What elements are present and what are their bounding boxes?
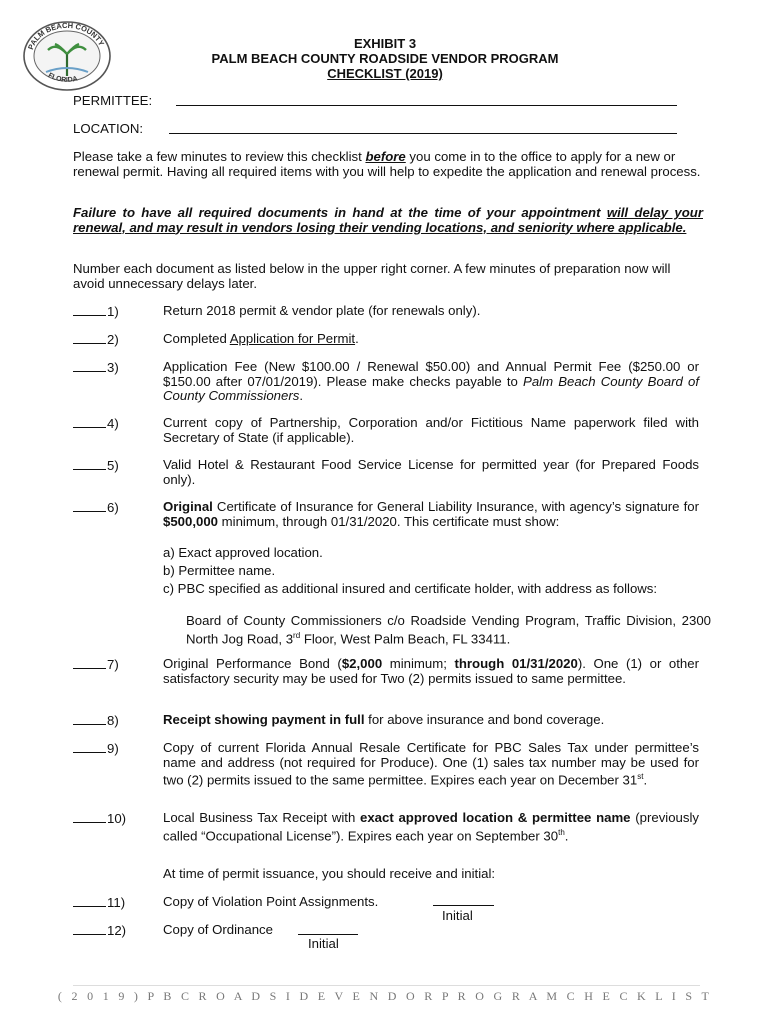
item-3-text-c: . — [299, 388, 303, 403]
item-10-text-c: (previously called “Occupational License”). Expires each year on September 30 — [163, 810, 699, 843]
item-6-address-sup: rd — [293, 630, 301, 640]
checklist-title — [150, 66, 620, 81]
item-9-checkbox-line[interactable] — [73, 741, 106, 753]
item-12-index: 12) — [107, 923, 127, 938]
item-11-number — [73, 895, 143, 911]
item-8-text — [163, 713, 699, 728]
item-2-text-a: Completed — [163, 331, 230, 346]
warning-text-b: will delay your renewal, and may result in vendors losing their vending locations, and seniority where applicable. — [73, 205, 703, 235]
warning-paragraph — [73, 206, 703, 235]
warning-text-a: Failure to have all required documents in hand at the time of your appointment — [73, 205, 607, 220]
item-6-sub-b: b) Permittee name. — [163, 563, 276, 578]
item-10-sup: th — [558, 827, 565, 837]
item-8-receipt: Receipt showing payment in full — [163, 712, 365, 727]
item-4-number — [73, 416, 143, 432]
item-10-text-a: Local Business Tax Receipt with — [163, 810, 361, 825]
item-3-payee: Palm Beach County Board of County Commissioners — [163, 373, 699, 403]
item-2-number — [73, 332, 143, 348]
item-12-number — [73, 923, 143, 939]
item-6-address — [186, 614, 711, 646]
item-10-index: 10) — [107, 811, 127, 826]
location-label: LOCATION: — [73, 121, 144, 136]
item-2-text-c: . — [355, 331, 359, 346]
location-field[interactable] — [169, 133, 677, 134]
item-6-address-b: Floor, West Palm Beach, FL 33411. — [300, 630, 511, 646]
item-6-original: Original — [163, 499, 213, 514]
item-5-text: Valid Hotel & Restaurant Food Service License for permitted year (for Prepared Foods only). — [163, 457, 699, 487]
item-12-initial-label: Initial — [308, 936, 339, 951]
item-7-text-e: ). One (1) or other satisfactory security may be used for Two (2) permits issued to same permittee. — [163, 656, 699, 686]
item-2-text — [163, 332, 699, 347]
program-title: PALM BEACH COUNTY ROADSIDE VENDOR PROGRAM — [211, 51, 559, 66]
item-9-text — [163, 741, 699, 788]
item-2-application-link: Application for Permit — [229, 331, 356, 346]
issuance-note: At time of permit issuance, you should receive and initial: — [163, 866, 496, 881]
item-3-text — [163, 360, 699, 404]
item-3-index: 3) — [107, 360, 119, 375]
item-1-number — [73, 304, 143, 320]
item-7-checkbox-line[interactable] — [73, 657, 106, 669]
exhibit-title: EXHIBIT 3 — [353, 36, 417, 51]
item-11-initial-label: Initial — [442, 908, 473, 923]
intro-text-c: you come in to the office to apply for a new or renewal permit. Having all required items with you will help to expedite the application and renewal process. — [73, 149, 701, 179]
item-12-initial-field[interactable] — [298, 934, 358, 935]
item-8-text-b: for above insurance and bond coverage. — [364, 712, 605, 727]
item-7-text-c: minimum; — [382, 656, 455, 671]
item-9-text-a: Copy of current Florida Annual Resale Certificate for PBC Sales Tax under permittee’s name and address (not required for Produce). One (1) sales tax number may be used for two (2) permits issued to the same permittee. Expires each year on December 31 — [163, 740, 699, 788]
permittee-field[interactable] — [176, 105, 677, 106]
item-11-initial-field[interactable] — [433, 905, 494, 906]
item-2-index: 2) — [107, 332, 119, 347]
item-3-checkbox-line[interactable] — [73, 360, 106, 372]
page-footer: ( 2 0 1 9 ) P B C R O A D S I D E V E N D O R P R O G R A M C H E C K L I S T — [57, 989, 713, 1003]
item-10-text-d: . — [564, 827, 569, 843]
item-6-number — [73, 500, 143, 516]
item-9-sup: st — [637, 772, 644, 781]
seal-bottom-text: FLORIDA — [46, 72, 79, 84]
item-3-number — [73, 360, 143, 376]
item-1-text: Return 2018 permit & vendor plate (for renewals only). — [163, 303, 481, 318]
item-4-index: 4) — [107, 416, 119, 431]
item-5-number — [73, 458, 143, 474]
item-11-text: Copy of Violation Point Assignments. — [163, 894, 379, 909]
item-6-index: 6) — [107, 500, 119, 515]
item-7-index: 7) — [107, 657, 119, 672]
item-8-number — [73, 713, 143, 729]
item-2-checkbox-line[interactable] — [73, 332, 106, 344]
item-3-text-a: Application Fee (New $100.00 / Renewal $50.00) and Annual Permit Fee ($250.00 or $150.00 after 07/01/2019). Please make checks payable to — [163, 359, 699, 389]
item-10-emphasis: exact approved location & permittee name — [360, 810, 631, 825]
item-7-text-a: Original Performance Bond ( — [163, 656, 342, 671]
item-6-address-a: Board of County Commissioners c/o Roadside Vending Program, Traffic Division, 2300 North Jog Road, 3 — [186, 613, 711, 646]
item-6-checkbox-line[interactable] — [73, 500, 106, 512]
item-7-amount: $2,000 — [341, 656, 383, 671]
item-6-text — [163, 500, 699, 529]
item-11-checkbox-line[interactable] — [73, 895, 106, 907]
item-6-text-d: minimum, through 01/31/2020. This certificate must show: — [218, 513, 560, 529]
item-7-number — [73, 657, 143, 673]
number-note: Number each document as listed below in the upper right corner. A few minutes of preparation now will avoid unnecessary delays later. — [73, 261, 671, 291]
item-5-checkbox-line[interactable] — [73, 458, 106, 470]
palm-beach-county-seal — [22, 20, 112, 90]
item-9-text-c: . — [643, 772, 648, 788]
item-10-number — [73, 811, 143, 827]
item-7-date: through 01/31/2020 — [454, 656, 578, 671]
item-6-amount: $500,000 — [163, 513, 219, 529]
item-9-number — [73, 741, 143, 757]
item-5-index: 5) — [107, 458, 119, 473]
item-6-sub-a: a) Exact approved location. — [163, 545, 323, 560]
intro-emphasis: before — [365, 149, 406, 164]
intro-paragraph — [73, 150, 703, 179]
item-10-text — [163, 811, 699, 843]
checklist-title-text: CHECKLIST (2019) — [327, 66, 443, 81]
seal-top-text: PALM BEACH COUNTY — [26, 20, 107, 51]
item-10-checkbox-line[interactable] — [73, 811, 106, 823]
item-6-sub-c: c) PBC specified as additional insured and certificate holder, with address as follows: — [163, 581, 658, 596]
item-7-text — [163, 657, 699, 686]
footer-rule — [73, 985, 700, 986]
item-1-index: 1) — [107, 304, 119, 319]
item-4-text: Current copy of Partnership, Corporation and/or Fictitious Name paperwork filed with Secretary of State (if applicable). — [163, 415, 699, 445]
permittee-label: PERMITTEE: — [73, 93, 153, 108]
item-4-checkbox-line[interactable] — [73, 416, 106, 428]
item-6-text-b: Certificate of Insurance for General Liability Insurance, with agency’s signature for — [212, 499, 699, 514]
intro-text-a: Please take a few minutes to review this checklist — [73, 149, 366, 164]
item-8-index: 8) — [107, 713, 119, 728]
item-1-checkbox-line[interactable] — [73, 304, 106, 316]
item-12-text: Copy of Ordinance — [163, 922, 273, 937]
item-8-checkbox-line[interactable] — [73, 713, 106, 725]
item-9-index: 9) — [107, 741, 119, 756]
item-12-checkbox-line[interactable] — [73, 923, 106, 935]
item-11-index: 11) — [107, 895, 126, 910]
